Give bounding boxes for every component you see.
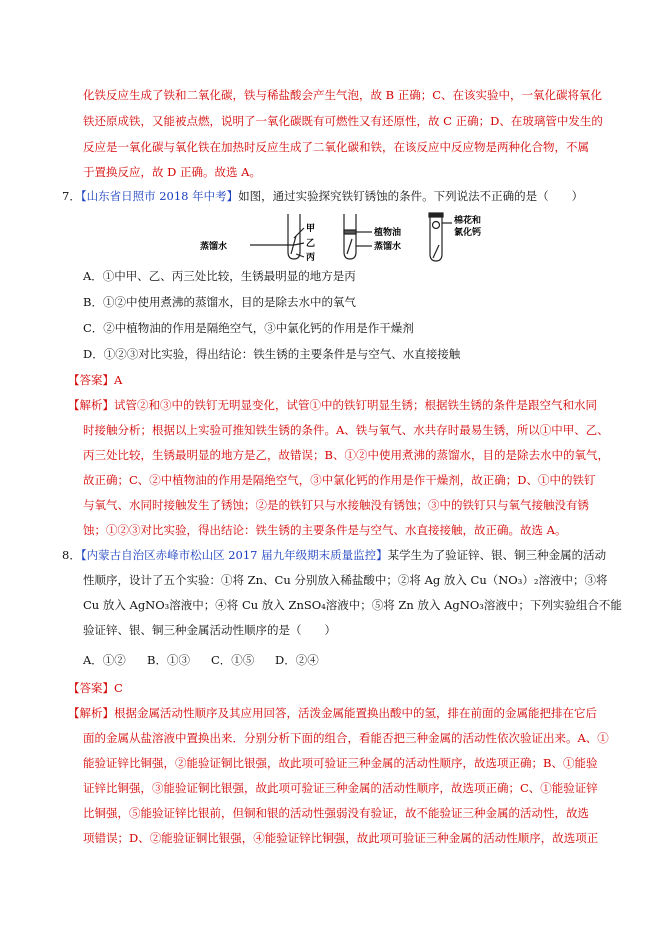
label-cotton: 棉花和	[454, 216, 482, 226]
analysis-line: 能验证锌比铜强，②能验证铜比银强，故此项可验证三种金属的活动性顺序，故选项正确；B、①能验	[83, 756, 598, 770]
question-stem-line: 性顺序，设计了五个实验：①将 Zn、Cu 分别放入稀盐酸中；②将 Ag 放入 Cu（NO₃）₂溶液中；③将	[83, 573, 608, 587]
text-line: 铁还原成铁，又能被点燃，说明了一氧化碳既有可燃性又有还原性，故 C 正确；D、在玻璃管中发生的	[83, 114, 603, 128]
analysis-line: 蚀；①②③对比实验，得出结论：铁生锈的主要条件是与空气、水直接接触，故正确。故选 A。	[83, 523, 567, 537]
label-water: 蒸馏水	[200, 242, 228, 252]
analysis-line: 项错误；D、②能验证铜比银强，④能验证锌比铜强，故此项可验证三种金属的活动性顺序，故选项正	[83, 831, 599, 845]
test-tube-figure	[190, 212, 490, 262]
analysis-label: 【解析】	[68, 706, 114, 720]
answer-value: A	[114, 373, 123, 387]
analysis-line: 比铜强，⑤能验证锌比银前，但铜和银的活动性强弱没有验证，故不能验证三种金属的活动性，故选	[83, 806, 589, 820]
answer	[68, 679, 123, 697]
option-d: D．①②③对比实验，得出结论：铁生锈的主要条件是与空气、水直接接触	[83, 347, 461, 361]
answer	[68, 371, 122, 389]
question-source: 【内蒙古自治区赤峰市松山区 2017 届九年级期末质量监控】	[80, 548, 388, 562]
analysis-line: 故正确；C、②中植物油的作用是隔绝空气，③中氯化钙的作用是作干燥剂，故正确；D、①中的铁钉	[83, 473, 596, 487]
analysis-label: 【解析】	[68, 398, 114, 412]
question-stem: 如图，通过实验探究铁钉锈蚀的条件。下列说法不正确的是（ ）	[238, 189, 584, 203]
question-source: 【山东省日照市 2018 年中考】	[80, 189, 239, 203]
analysis-line: 【解析】试管②和③中的铁钉无明显变化，试管①中的铁钉明显生锈；根据铁生锈的条件是跟空气和水同	[68, 398, 597, 412]
analysis-line: 【解析】根据金属活动性顺序及其应用回答，活泼金属能置换出酸中的氢，排在前面的金属能把排在它后	[68, 706, 597, 720]
answer-label: 【答案】	[68, 681, 114, 695]
label-bing: 丙	[306, 253, 316, 262]
question-number: 7．	[62, 189, 81, 203]
tube-3-icon	[429, 213, 452, 261]
label-cacl2: 氯化钙	[454, 228, 482, 238]
label-jia: 甲	[306, 224, 316, 234]
analysis-line: 丙三处比较，生锈最明显的地方是乙，故错误；B、①②中使用煮沸的蒸馏水，目的是除去水中的氧气，	[83, 448, 609, 462]
analysis-line: 证锌比铜强，③能验证铜比银强，故此项可验证三种金属的活动性顺序，故选项正确；C、①能验证锌	[83, 781, 598, 795]
text-line: 反应是一氧化碳与氧化铁在加热时反应生成了二氧化碳和铁，在该反应中反应物是两种化合物，不属	[83, 140, 589, 154]
label-water-2: 蒸馏水	[374, 242, 402, 252]
label-oil: 植物油	[374, 228, 402, 238]
answer-value: C	[114, 681, 123, 695]
analysis-line: 面的金属从盐溶液中置换出来．分别分析下面的组合，看能否把三种金属的活动性依次验证出来。A、①	[83, 731, 609, 745]
option-c: C．②中植物油的作用是隔绝空气，③中氯化钙的作用是作干燥剂	[83, 321, 414, 335]
analysis-line: 时接触分析；根据以上实验可推知铁生锈的条件。A、铁与氧气、水共存时最易生锈，所以①中甲、乙、	[83, 423, 609, 437]
option-b: B．①③	[147, 653, 190, 667]
option-b: B．①②中使用煮沸的蒸馏水，目的是除去水中的氧气	[83, 295, 356, 309]
tube-1-icon	[250, 214, 304, 259]
answer-label: 【答案】	[68, 373, 114, 387]
option-c: C．①⑤	[211, 653, 255, 667]
option-a: A．①中甲、乙、丙三处比较，生锈最明显的地方是丙	[83, 269, 356, 283]
question-number: 8．	[62, 548, 81, 562]
option-d: D．②④	[275, 653, 319, 667]
question-stem: 某学生为了验证锌、银、铜三种金属的活动	[387, 548, 607, 562]
option-a: A．①②	[83, 653, 126, 667]
question-stem-line: Cu 放入 AgNO₃溶液中；④将 Cu 放入 ZnSO₄溶液中；⑤将 Zn 放入 AgNO₃溶液中；下列实验组合不能	[83, 598, 622, 612]
label-yi: 乙	[306, 239, 316, 249]
text-line: 于置换反应，故 D 正确。故选 A。	[83, 165, 261, 179]
tube-2-icon	[344, 214, 372, 259]
question-stem-line: 验证锌、银、铜三种金属活动性顺序的是（ ）	[83, 623, 336, 637]
analysis-line: 与氧气、水同时接触发生了锈蚀；②是的铁钉只与水接触没有锈蚀；③中的铁钉只与氧气接触没有锈	[83, 498, 589, 512]
text-line: 化铁反应生成了铁和二氧化碳，铁与稀盐酸会产生气泡，故 B 正确；C、在该实验中，一氧化碳将氧化	[83, 88, 603, 102]
